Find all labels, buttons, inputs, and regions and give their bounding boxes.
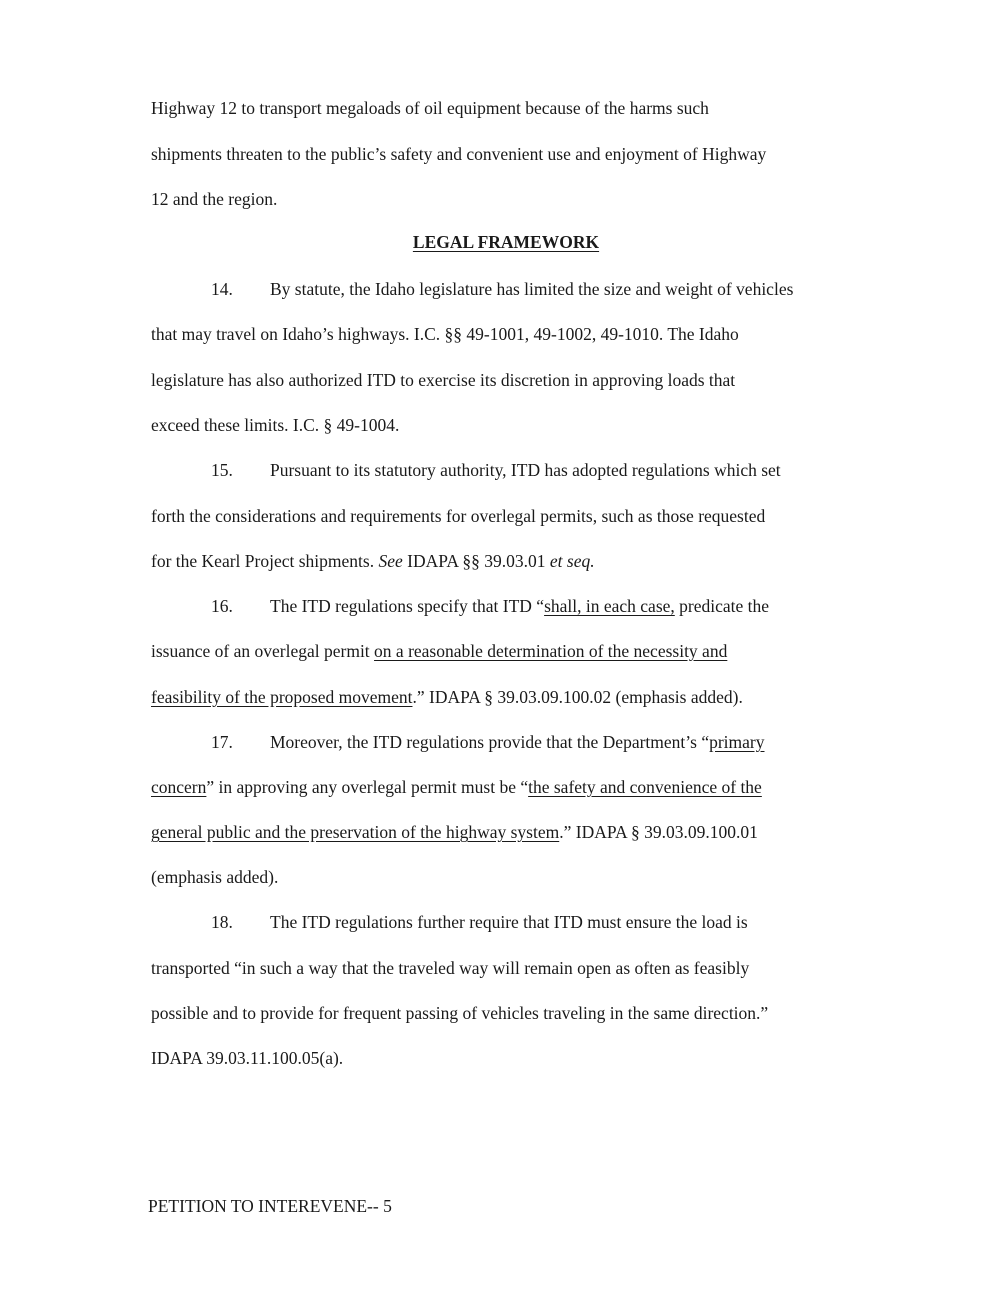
emphasis-underline: feasibility of the proposed movement	[151, 687, 413, 707]
citation-signal-see: See	[378, 551, 403, 571]
paragraph-14-line-3: legislature has also authorized ITD to exercise its discretion in approving loads that	[151, 370, 736, 390]
paragraph-16-number: 16.	[211, 596, 233, 616]
emphasis-underline: the safety and convenience of the	[528, 777, 762, 797]
intro-line-2: shipments threaten to the public’s safety and convenient use and enjoyment of Highway	[151, 144, 767, 164]
paragraph-14-line-1: By statute, the Idaho legislature has limited the size and weight of vehicles	[270, 279, 794, 299]
paragraph-17-line-2	[151, 777, 762, 797]
paragraph-15-line-2: forth the considerations and requirements for overlegal permits, such as those requested	[151, 506, 766, 526]
page-footer: PETITION TO INTEREVENE-- 5	[148, 1196, 392, 1216]
section-heading: LEGAL FRAMEWORK	[412, 232, 600, 252]
emphasis-underline: general public and the preservation of the highway system	[151, 822, 560, 842]
paragraph-15-text: for the Kearl Project shipments.	[151, 551, 379, 571]
intro-line-3: 12 and the region.	[151, 189, 278, 209]
paragraph-17-text: Moreover, the ITD regulations provide that the Department’s “	[270, 732, 710, 752]
paragraph-15-line-3	[151, 551, 595, 571]
paragraph-17-line-3	[151, 822, 758, 842]
paragraph-16-text: issuance of an overlegal permit	[151, 641, 375, 661]
paragraph-18-number: 18.	[211, 912, 233, 932]
paragraph-16-text: predicate the	[674, 596, 770, 616]
paragraph-16-line-1	[270, 596, 769, 616]
emphasis-underline: primary	[709, 732, 765, 752]
emphasis-underline: shall, in each case,	[544, 596, 675, 616]
emphasis-underline: concern	[151, 777, 207, 797]
paragraph-14-line-2: that may travel on Idaho’s highways. I.C. §§ 49-1001, 49-1002, 49-1010. The Idaho	[151, 324, 739, 344]
paragraph-16-text: The ITD regulations specify that ITD “	[270, 596, 545, 616]
paragraph-18-line-4: IDAPA 39.03.11.100.05(a).	[151, 1048, 344, 1068]
intro-line-1: Highway 12 to transport megaloads of oil equipment because of the harms such	[151, 98, 709, 118]
paragraph-17-number: 17.	[211, 732, 233, 752]
paragraph-14-line-4: exceed these limits. I.C. § 49-1004.	[151, 415, 400, 435]
emphasis-underline: on a reasonable determination of the necessity and	[374, 641, 728, 661]
paragraph-15-line-1: Pursuant to its statutory authority, ITD has adopted regulations which set	[270, 460, 781, 480]
paragraph-18-line-3: possible and to provide for frequent passing of vehicles traveling in the same direction.”	[151, 1003, 769, 1023]
citation-et-seq: et seq.	[549, 551, 595, 571]
paragraph-18-line-2: transported “in such a way that the traveled way will remain open as often as feasibly	[151, 958, 750, 978]
paragraph-14-number: 14.	[211, 279, 233, 299]
paragraph-16-citation: .” IDAPA § 39.03.09.100.02 (emphasis added).	[412, 687, 743, 707]
paragraph-18-line-1: The ITD regulations further require that ITD must ensure the load is	[270, 912, 748, 932]
paragraph-16-line-2	[151, 641, 727, 661]
paragraph-15-citation: IDAPA §§ 39.03.01	[402, 551, 550, 571]
paragraph-17-text: ” in approving any overlegal permit must be “	[206, 777, 529, 797]
paragraph-17-line-4: (emphasis added).	[151, 867, 279, 887]
paragraph-17-citation: .” IDAPA § 39.03.09.100.01	[559, 822, 758, 842]
paragraph-15-number: 15.	[211, 460, 233, 480]
paragraph-16-line-3	[151, 687, 743, 707]
paragraph-17-line-1	[270, 732, 765, 752]
